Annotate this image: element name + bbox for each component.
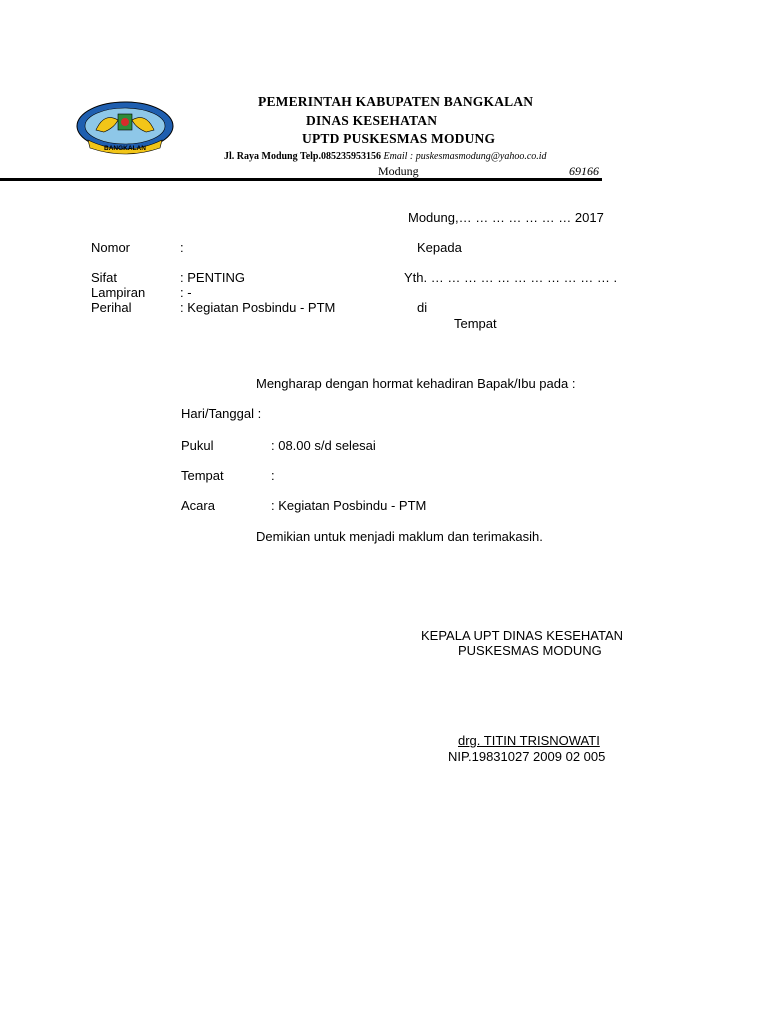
kop-line-1: PEMERINTAH KABUPATEN BANGKALAN: [258, 94, 534, 109]
perihal-value: : Kegiatan Posbindu - PTM: [180, 300, 336, 315]
nomor-label: Nomor: [91, 240, 131, 255]
nomor-value: :: [180, 240, 184, 255]
signatory-title-2: PUSKESMAS MODUNG: [458, 643, 602, 658]
lampiran-value: : -: [180, 285, 192, 300]
address-phone: Jl. Raya Modung Telp.085235953156: [224, 151, 381, 162]
di-label: di: [417, 300, 428, 315]
sifat-value: : PENTING: [180, 270, 246, 285]
signatory-nip: NIP.19831027 2009 02 005: [448, 749, 606, 764]
tempat-label: Tempat: [181, 468, 224, 483]
signatory-title-1: KEPALA UPT DINAS KESEHATAN: [421, 628, 624, 643]
tempat-recipient: Tempat: [454, 316, 497, 331]
lampiran-label: Lampiran: [91, 285, 146, 300]
yth-line: Yth. … … … … … … … … … … … .: [404, 270, 618, 285]
sifat-label: Sifat: [91, 270, 118, 285]
closing-paragraph: Demikian untuk menjadi maklum dan terimakasih.: [256, 529, 543, 544]
pukul-value: : 08.00 s/d selesai: [271, 438, 376, 453]
bangkalan-logo: [74, 100, 176, 156]
kop-line-2: DINAS KESEHATAN: [306, 113, 438, 128]
kop-contact: [224, 151, 547, 162]
opening-paragraph: Mengharap dengan hormat kehadiran Bapak/Ibu pada :: [256, 376, 576, 391]
email-text: Email : puskesmasmodung@yahoo.co.id: [383, 151, 547, 162]
pukul-label: Pukul: [181, 438, 214, 453]
signatory-name: drg. TITIN TRISNOWATI: [458, 733, 600, 748]
kop-line-3: UPTD PUSKESMAS MODUNG: [302, 131, 496, 146]
acara-label: Acara: [181, 498, 215, 513]
tempat-value: :: [271, 468, 275, 483]
kop-city: Modung: [378, 164, 419, 178]
kepada-label: Kepada: [417, 240, 462, 255]
perihal-label: Perihal: [91, 300, 132, 315]
acara-value: : Kegiatan Posbindu - PTM: [271, 498, 427, 513]
date-line: Modung,… … … … … … … 2017: [408, 210, 604, 225]
letterhead-divider: [0, 178, 602, 181]
hari-tanggal-label: Hari/Tanggal :: [181, 406, 262, 421]
kop-postcode: 69166: [569, 164, 599, 178]
logo-text: BANGKALAN: [104, 145, 146, 152]
